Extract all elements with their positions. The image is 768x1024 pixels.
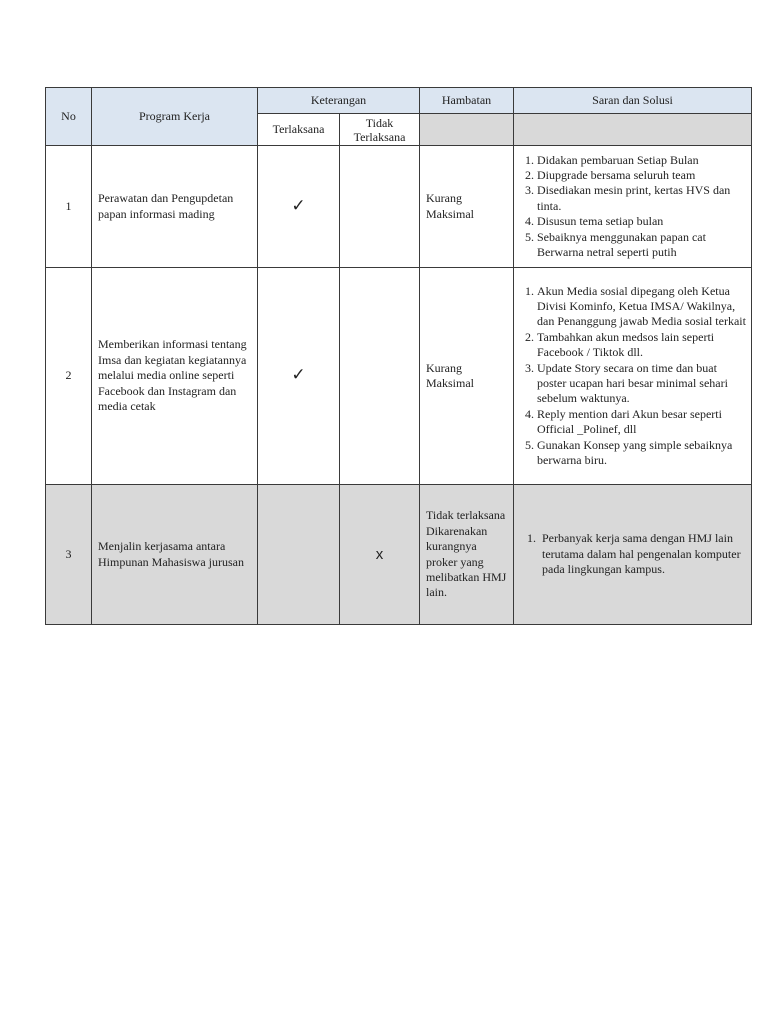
row-number: 3 [46,485,92,625]
list-item: 1. Akun Media sosial dipegang oleh Ketua Divisi Kominfo, Ketua IMSA/ Wakilnya, dan Penanggung jawab Media sosial terkait [525,283,746,329]
header-hambatan: Hambatan [420,88,514,114]
program-cell: Perawatan dan Pengupdetan papan informasi mading [92,146,258,268]
tidak-terlaksana-cell [340,268,420,485]
list-item: 3. Disediakan mesin print, kertas HVS dan tinta. [525,183,731,213]
list-item: 3. Update Story secara on time dan buat poster ucapan hari besar minimal sehari sebelum waktunya. [525,360,728,406]
list-item: 2. Diupgrade bersama seluruh team [525,167,696,182]
table-row [46,268,752,485]
list-item: 4. Disusun tema setiap bulan [525,214,664,229]
header-hambatan-blank [420,114,514,146]
header-no: No [46,88,92,146]
header-tidak-terlaksana: Tidak Terlaksana [340,114,420,146]
header-saran-blank [514,114,752,146]
header-row-1 [46,88,752,114]
list-item: 1. Perbanyak kerja sama dengan HMJ lain terutama dalam hal pengenalan komputer pada lingkungan kampus. [527,531,741,577]
list-item: 5. Gunakan Konsep yang simple sebaiknya berwarna biru. [525,437,733,468]
list-item: 5. Sebaiknya menggunakan papan cat Berwarna netral seperti putih [525,229,706,260]
header-terlaksana: Terlaksana [258,114,340,146]
hambatan-cell: Kurang Maksimal [420,268,514,485]
terlaksana-check-icon: ✓ [258,268,340,485]
solution-cell [514,268,752,485]
table-row [46,485,752,625]
header-saran-solusi: Saran dan Solusi [514,88,752,114]
hambatan-cell: Kurang Maksimal [420,146,514,268]
program-cell: Memberikan informasi tentang Imsa dan kegiatan kegiatannya melalui media online seperti Facebook dan Instagram dan media cetak [92,268,258,485]
table-row [46,146,752,268]
list-item: 1. Didakan pembaruan Setiap Bulan [525,152,699,167]
program-kerja-table [45,87,752,625]
header-keterangan: Keterangan [258,88,420,114]
solution-list [518,531,747,577]
hambatan-cell: Tidak terlaksana Dikarenakan kurangnya proker yang melibatkan HMJ lain. [420,485,514,625]
tidak-terlaksana-x-icon: x [340,485,420,625]
tidak-terlaksana-cell [340,146,420,268]
solution-cell [514,485,752,625]
solution-list [518,284,747,469]
solution-list [518,153,747,261]
program-cell: Menjalin kerjasama antara Himpunan Mahasiswa jurusan [92,485,258,625]
header-program-kerja: Program Kerja [92,88,258,146]
terlaksana-cell [258,485,340,625]
terlaksana-check-icon: ✓ [258,146,340,268]
row-number: 1 [46,146,92,268]
row-number: 2 [46,268,92,485]
list-item: 4. Reply mention dari Akun besar seperti Official _Polinef, dll [525,406,722,437]
solution-cell [514,146,752,268]
list-item: 2. Tambahkan akun medsos lain seperti Facebook / Tiktok dll. [525,329,715,360]
